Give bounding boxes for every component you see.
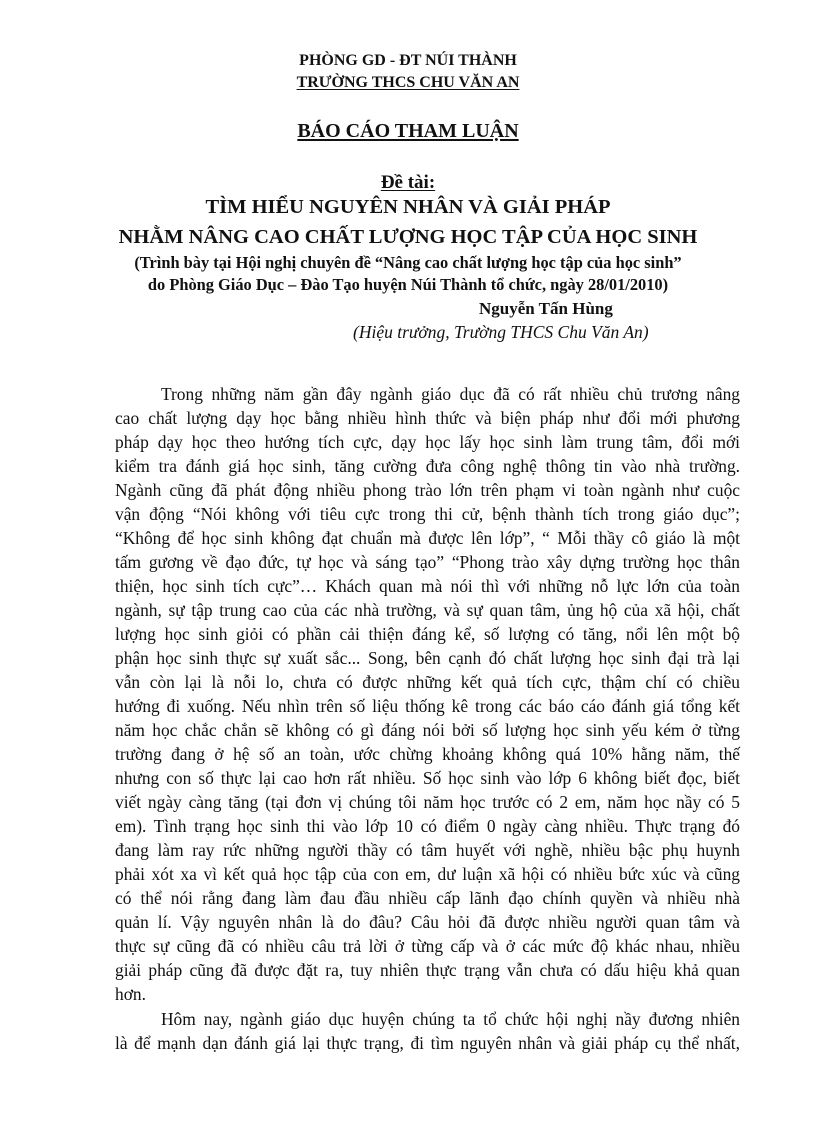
- paragraph-line: tấm gương về đạo đức, tự học và sáng tạo” “Phong trào xây dựng trường học thân: [115, 552, 740, 572]
- paragraph-line: vận động “Nói không với tiêu cực trong thi cử, bệnh thành tích trong giáo dục”;: [115, 504, 740, 524]
- paragraph-line: phải xót xa vì kết quả học tập của con em, dư luận xã hội có nhiều bức xúc và cũng: [115, 864, 740, 884]
- department-name: PHÒNG GD - ĐT NÚI THÀNH: [299, 52, 517, 69]
- paragraph-line: giải pháp cũng đã được đặt ra, tuy nhiên thực trạng vẫn chưa có dấu hiệu khả quan: [115, 960, 740, 980]
- paragraph-line: trường đang ở hệ số an toàn, ước chừng khoảng không quá 10% hằng năm, thế: [115, 744, 740, 764]
- paragraph-line: cao chất lượng dạy học bằng nhiều hình thức và biện pháp như đổi mới phương: [115, 408, 740, 428]
- paragraph-line: hơn.: [115, 984, 146, 1004]
- paragraph-line: thực sự cũng đã có nhiều câu trả lời ở từng cấp và ở các mức độ khác nhau, nhiều: [115, 936, 740, 956]
- topic-title-line-1: TÌM HIỂU NGUYÊN NHÂN VÀ GIẢI PHÁP: [205, 196, 611, 218]
- topic-title-line-2: NHẰM NÂNG CAO CHẤT LƯỢNG HỌC TẬP CỦA HỌC SINH: [118, 226, 698, 248]
- report-title: BÁO CÁO THAM LUẬN: [297, 120, 519, 142]
- topic-subtitle-line-1: (Trình bày tại Hội nghị chuyên đề “Nâng cao chất lượng học tập của học sinh”: [134, 253, 682, 272]
- paragraph-line: đang làm ray rức những người thầy có tâm huyết với nghề, nhiều bậc phụ huynh: [115, 840, 740, 860]
- paragraph-line: quản lí. Vậy nguyên nhân là do đâu? Câu hỏi đã được nhiều người quan tâm và: [115, 912, 740, 932]
- topic-label: Đề tài:: [380, 172, 436, 193]
- paragraph-line: em). Tình trạng học sinh thi vào lớp 10 có điểm 0 ngày càng nhiều. Thực trạng đó: [115, 816, 740, 836]
- paragraph-line: Hôm nay, ngành giáo dục huyện chúng ta tổ chức hội nghị nầy đương nhiên: [161, 1009, 740, 1029]
- paragraph-line: năm học chắc chắn sẽ không có gì đáng nói bởi số lượng học sinh yếu kém ở từng: [115, 720, 740, 740]
- author-name: Nguyễn Tấn Hùng: [479, 299, 613, 318]
- paragraph-line: Trong những năm gần đây ngành giáo dục đã có rất nhiều chủ trương nâng: [161, 384, 740, 404]
- school-name: TRƯỜNG THCS CHU VĂN AN: [296, 74, 520, 91]
- paragraph-line: viết ngày càng tăng (tại đơn vị chúng tôi năm học trước có 2 em, năm học nầy có 5: [115, 792, 740, 812]
- topic-subtitle-line-2: do Phòng Giáo Dục – Đào Tạo huyện Núi Thành tổ chức, ngày 28/01/2010): [147, 275, 669, 294]
- paragraph-line: phận học sinh thực sự xuất sắc... Song, bên cạnh đó chất lượng học sinh đại trà lại: [115, 648, 740, 668]
- paragraph-line: lượng học sinh giỏi có phần cải thiện đáng kể, số lượng có tăng, nổi lên một bộ: [115, 624, 740, 644]
- paragraph-line: ngành, sự tập trung cao của các nhà trường, và sự quan tâm, ủng hộ của xã hội, chất: [115, 600, 740, 620]
- paragraph-line: nhưng con số thực lại cao hơn rất nhiều. Số học sinh vào lớp 6 không biết đọc, biết: [115, 768, 740, 788]
- paragraph-line: pháp dạy học theo hướng tích cực, dạy học lấy học sinh làm trung tâm, đổi mới: [115, 432, 740, 452]
- author-position: (Hiệu trưởng, Trường THCS Chu Văn An): [353, 322, 649, 342]
- paragraph-line: vẫn còn lại là nỗi lo, chưa có được những kết quả tích cực, thậm chí có chiều: [115, 672, 740, 692]
- paragraph-line: thiện, học sinh tích cực”… Khách quan mà nói thì với những nỗ lực lớn của toàn: [115, 576, 740, 596]
- paragraph-line: kiểm tra đánh giá học sinh, tăng cường đưa công nghệ thông tin vào nhà trường.: [115, 456, 740, 476]
- paragraph-line: là để mạnh dạn đánh giá lại thực trạng, đi tìm nguyên nhân và giải pháp cụ thể nhất,: [115, 1033, 740, 1053]
- paragraph-line: “Không để học sinh không đạt chuẩn mà được lên lớp”, “ Mỗi thầy cô giáo là một: [115, 528, 740, 548]
- paragraph-line: có thể nói rằng đang làm đau đầu nhiều cấp lãnh đạo chính quyền và nhiều nhà: [115, 888, 740, 908]
- paragraph-line: Ngành cũng đã phát động nhiều phong trào lớn trên phạm vi toàn ngành như cuộc: [115, 480, 740, 500]
- paragraph-line: hướng đi xuống. Nếu nhìn trên số liệu thống kê trong các báo cáo đánh giá tổng kết: [115, 696, 740, 716]
